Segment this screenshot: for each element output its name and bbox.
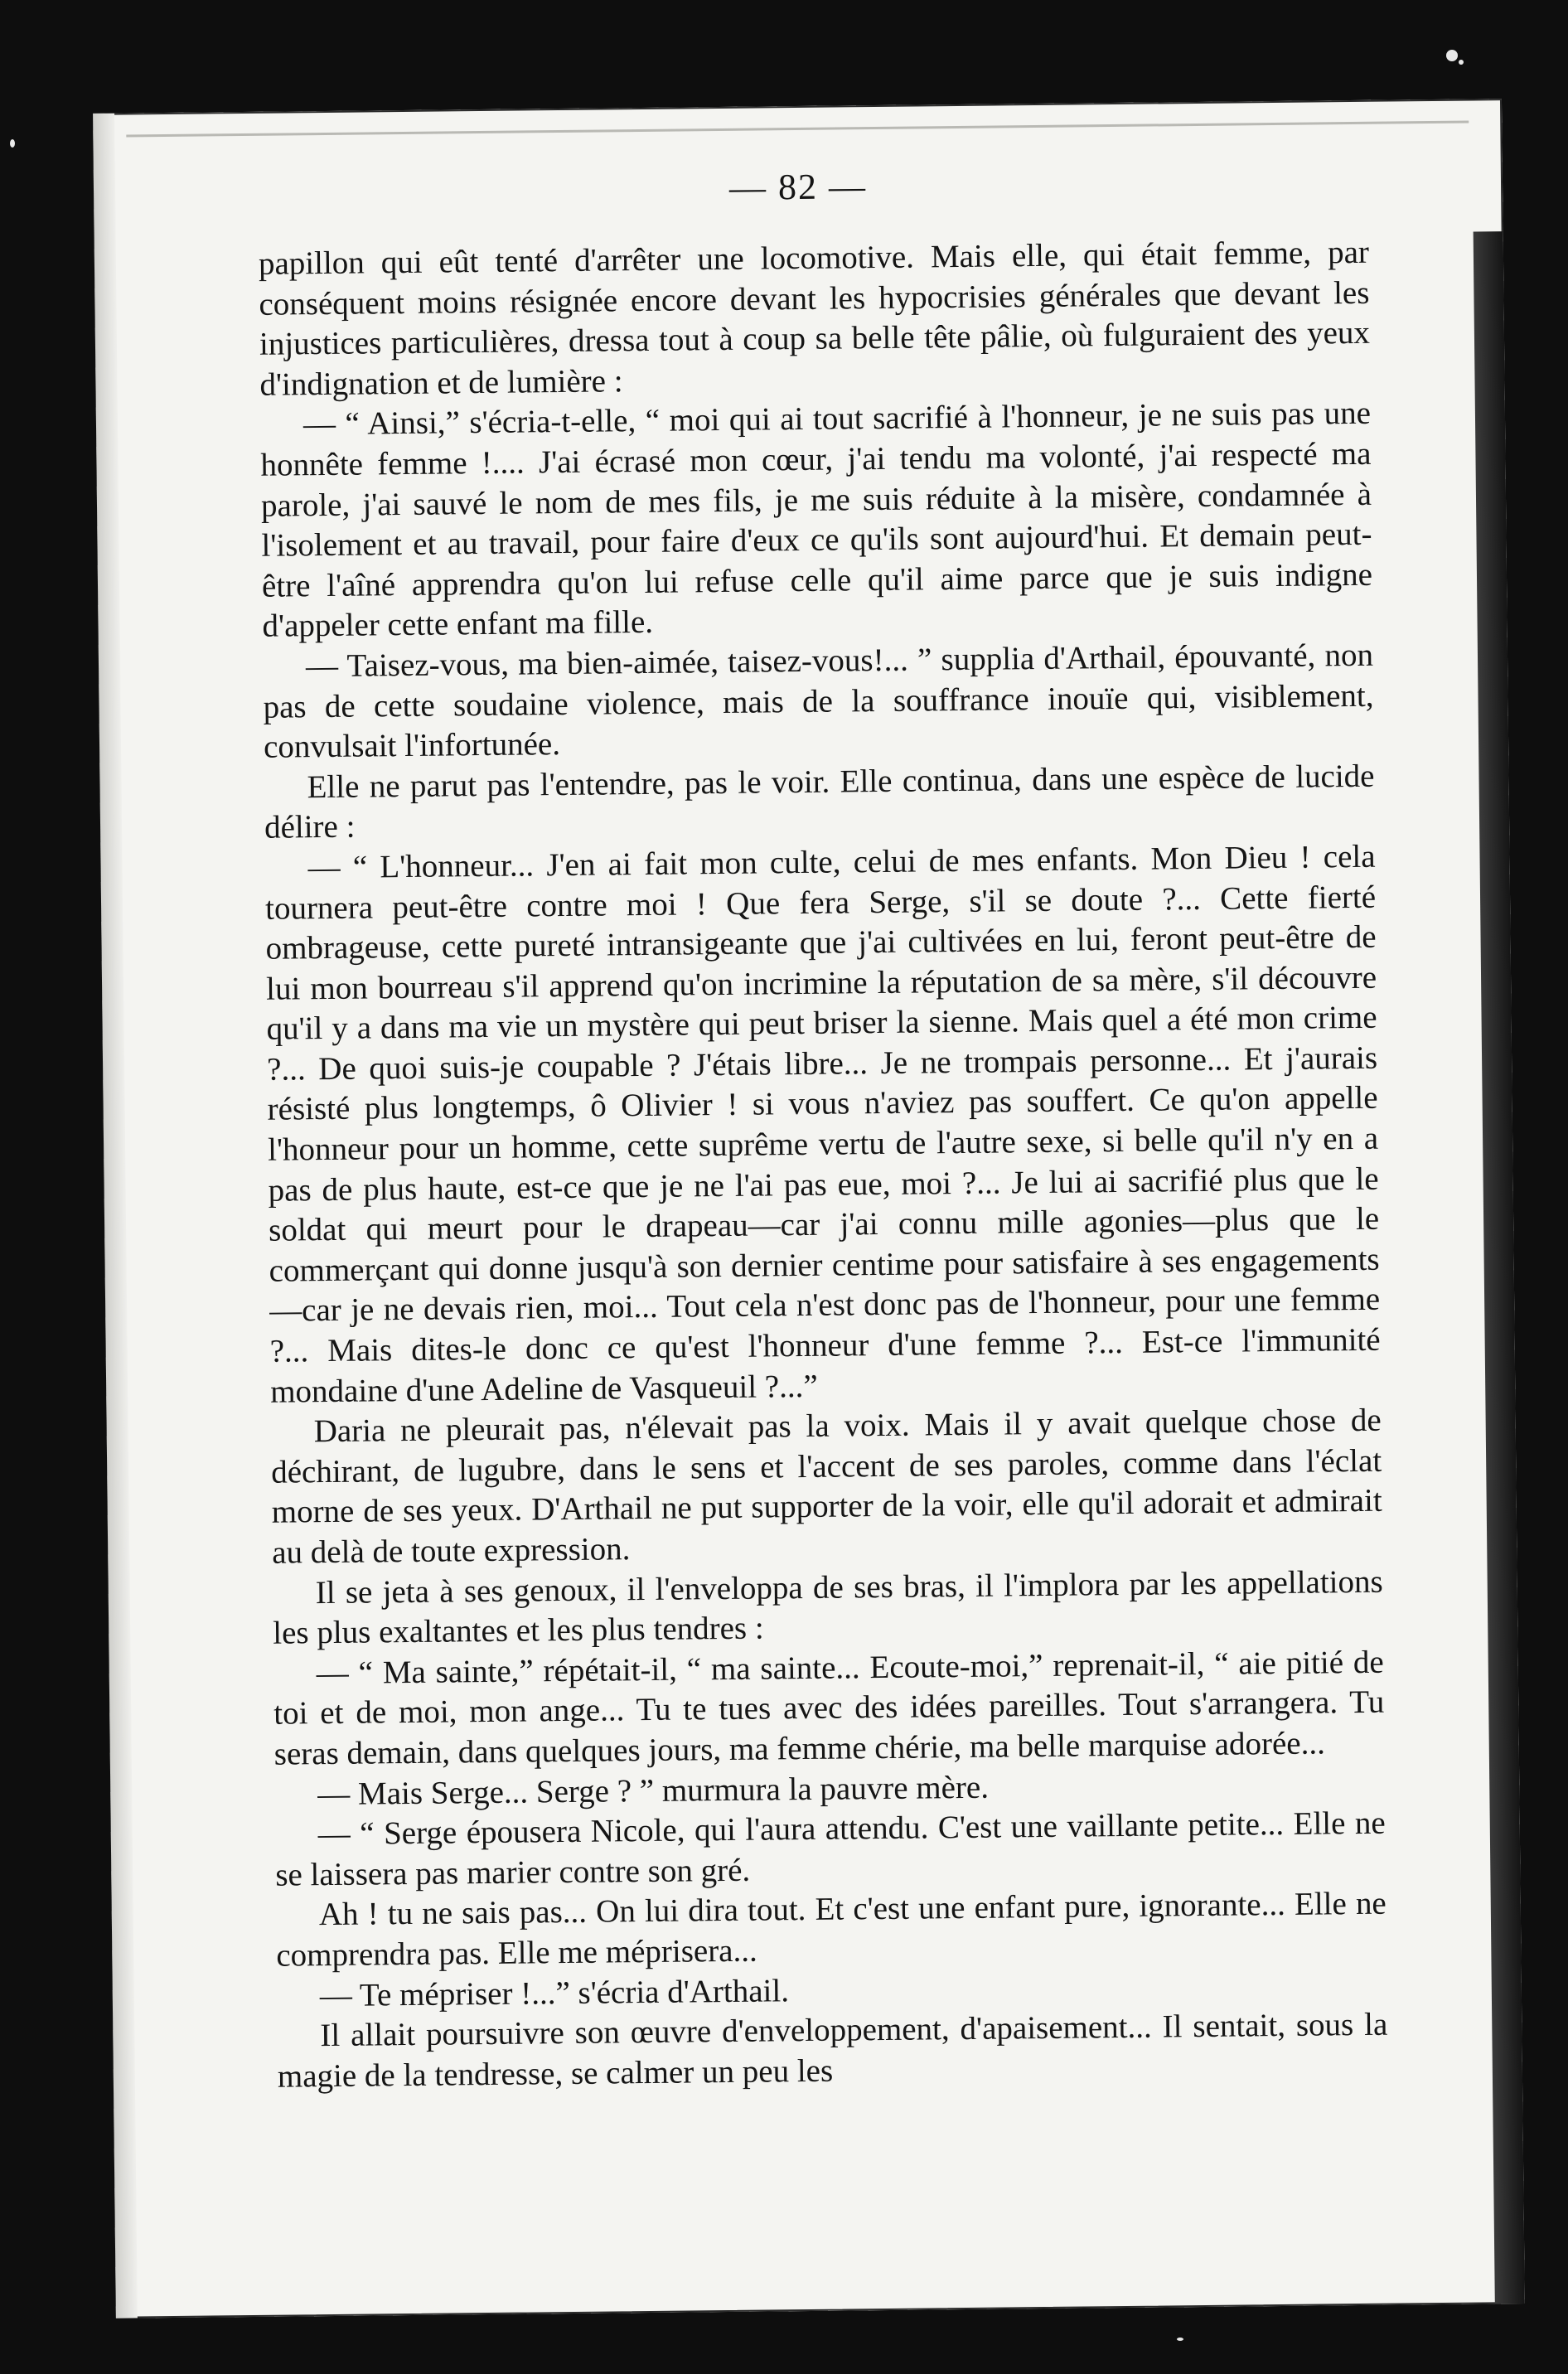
film-speck <box>1177 2338 1183 2341</box>
paragraph: Daria ne pleurait pas, n'élevait pas la voix. Mais il y avait quelque chose de déchirant, de lugubre, dans le sens et l'accent de ses paroles, comme dans l'éclat morne de ses yeux. D'Arthail ne put supporter de la voir, elle qu'il adorait et admirait au delà de toute expression. <box>270 1402 1382 1571</box>
paragraph: Il allait poursuivre son œuvre d'enveloppement, d'apaisement... Il sentait, sous la magie de la tendresse, se calmer un peu les <box>277 2006 1388 2095</box>
paragraph: — “ L'honneur... J'en ai fait mon culte, celui de mes enfants. Mon Dieu ! cela tournera peut-être contre moi ! Que fera Serge, s'il se doute ?... Cette fierté ombrageuse, cette pureté intransigeante que j'ai cultivées en lui, feront peut-être de lui mon bourreau s'il apprend qu'on incrimine la réputation de sa mère, s'il découvre qu'il y a dans ma vie un mystère qui peut briser la sienne. Mais quel a été mon crime ?... De quoi suis-je coupable ? J'étais libre... Je ne trompais personne... Et j'aurais résisté plus longtemps, ô Olivier ! si vous n'aviez pas souffert. Ce qu'on appelle l'honneur pour un homme, cette suprême vertu de l'autre sexe, si belle qu'il n'y en a pas de plus haute, est-ce que je ne l'ai pas eue, moi ?... Je lui ai sacrifié plus que le soldat qui meurt pour le drapeau—car j'ai connu mille agonies—plus que le commerçant qui donne jusqu'à son dernier centime pour satisfaire à ses engagements—car je ne devais rien, moi... Tout cela n'est donc pas de l'honneur, pour une femme ?... Mais dites-le donc ce qu'est l'honneur d'une femme ?... Est-ce l'immunité mondaine d'une Adeline de Vasqueuil ?...” <box>264 838 1381 1410</box>
film-speck <box>1446 50 1458 61</box>
body-text <box>259 233 1388 2097</box>
paragraph: — Te mépriser !...” s'écria d'Arthail. <box>319 1972 790 2013</box>
paragraph: — Taisez-vous, ma bien-aimée, taisez-vous!... ” supplia d'Arthail, épouvanté, non pas de cette soudaine violence, mais de la souffrance inouïe qui, visiblement, convulsait l'infortunée. <box>263 637 1374 765</box>
paragraph: — “ Ma sainte,” répétait-il, “ ma sainte... Ecoute-moi,” reprenait-il, “ aie pitié de toi et de moi, mon ange... Tu te tues avec des idées pareilles. Tout s'arrangera. Tu seras demain, dans quelques jours, ma femme chérie, ma belle marquise adorée... <box>273 1644 1385 1772</box>
paragraph: Elle ne parut pas l'entendre, pas le voir. Elle continua, dans une espèce de lucide délire : <box>264 758 1375 846</box>
film-speck <box>1459 60 1464 65</box>
page-top-edge <box>126 121 1469 138</box>
paragraph: Ah ! tu ne sais pas... On lui dira tout. Et c'est une enfant pure, ignorante... Elle ne comprendra pas. Elle me méprisera... <box>276 1886 1387 1974</box>
page-number: — 82 — <box>728 166 868 208</box>
paragraph: Il se jeta à ses genoux, il l'enveloppa de ses bras, il l'implora par les appellations les plus exaltantes et les plus tendres : <box>273 1563 1383 1651</box>
paragraph: — “ Serge épousera Nicole, qui l'aura attendu. C'est une vaillante petite... Elle ne se laissera pas marier contre son gré. <box>275 1805 1386 1893</box>
paragraph: — “ Ainsi,” s'écria-t-elle, “ moi qui ai tout sacrifié à l'honneur, je ne suis pas une honnête femme !.... J'ai écrasé mon cœur, j'ai tendu ma volonté, j'ai respecté ma parole, j'ai sauvé le nom de mes fils, je me suis réduite à la misère, condamnée à l'isolement et au travail, pour faire d'eux ce qu'ils sont aujourd'hui. Et demain peut-être l'aîné apprendra qu'on lui refuse celle qu'il aime parce que je suis indigne d'appeler cette enfant ma fille. <box>260 395 1373 645</box>
paragraph: papillon qui eût tenté d'arrêter une locomotive. Mais elle, qui était femme, par conséquent moins résignée encore devant les hypocrisies générales que devant les injustices particulières, dressa tout à coup sa belle tête pâlie, où fulguraient des yeux d'indignation et de lumière : <box>258 234 1371 403</box>
paragraph: — Mais Serge... Serge ? ” murmura la pauvre mère. <box>317 1769 990 1812</box>
book-page <box>93 99 1525 2318</box>
film-speck <box>10 139 15 148</box>
